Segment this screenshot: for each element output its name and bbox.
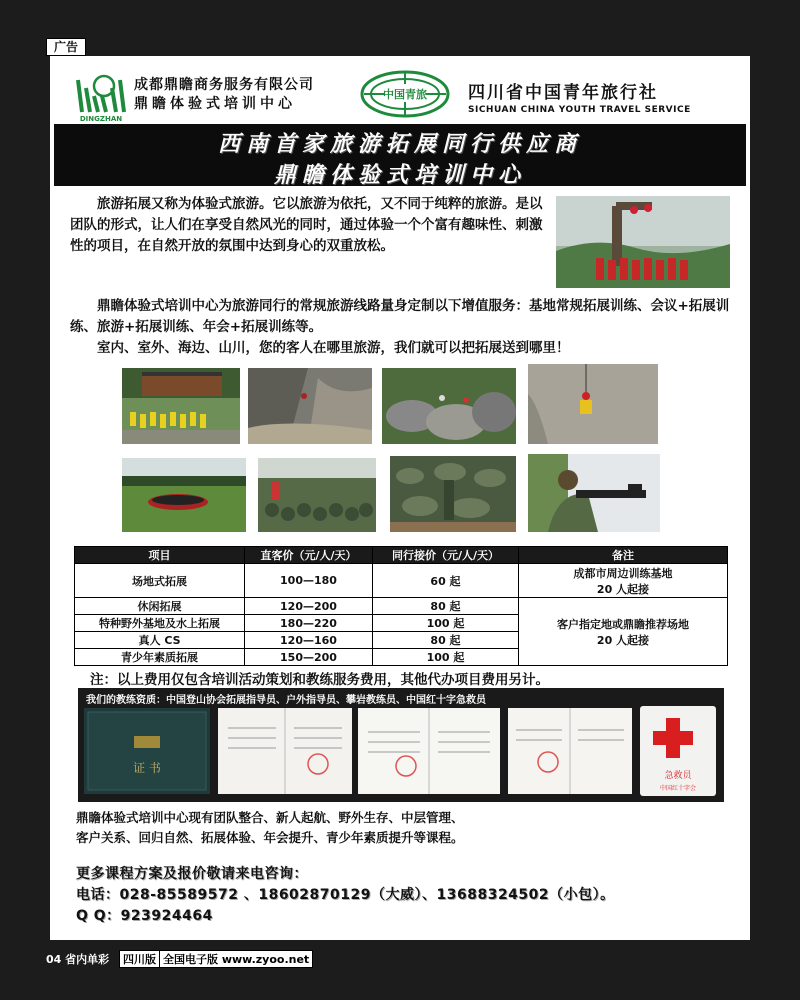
website-link[interactable]: 全国电子版 www.zyoo.net — [159, 950, 313, 968]
rock-climbing-photo — [248, 368, 372, 444]
cell-direct: 120—160 — [245, 632, 373, 649]
logo-text: DINGZHAN — [79, 115, 123, 122]
remark-2-line-2: 20 人起接 — [596, 633, 650, 647]
ad-panel — [50, 56, 750, 940]
cell-item: 场地式拓展 — [75, 564, 245, 598]
price-table — [74, 546, 728, 666]
courses-line-1: 鼎瞻体验式培训中心现有团队整合、新人起航、野外生存、中层管理、 — [76, 810, 464, 825]
intro-paragraph — [70, 194, 550, 257]
remark-1-line-1: 成都市周边训练基地 — [573, 566, 673, 580]
cell-item: 真人 CS — [75, 632, 245, 649]
table-row — [75, 598, 728, 615]
cell-item: 休闲拓展 — [75, 598, 245, 615]
coach-qualifications-title: 我们的教练资质：中国登山协会拓展指导员、户外指导员、攀岩教练员、中国红十字急救员 — [86, 695, 486, 706]
camo-crawl-photo — [390, 456, 516, 532]
cell-peer: 100 起 — [373, 615, 519, 632]
contact-block — [76, 864, 615, 927]
courses-list — [76, 808, 464, 848]
price-table-header — [75, 547, 728, 564]
climbing-tower-photo — [556, 196, 730, 288]
contact-heading: 更多课程方案及报价敬请来电咨询： — [76, 866, 308, 882]
certificate-open-1 — [218, 708, 352, 794]
certificate-open-3 — [508, 708, 632, 794]
remark-1-line-2: 20 人起接 — [596, 582, 650, 596]
certificate-book-photo — [84, 708, 210, 794]
cell-remark-1 — [519, 564, 728, 598]
services-text-1: 鼎瞻体验式培训中心为旅游同行的常规旅游线路量身定制以下增值服务：基地常规拓展训练、会议+拓展训练、旅游+拓展训练、年会+拓展训练等。 — [70, 298, 730, 335]
remark-2-line-1: 客户指定地或鼎瞻推荐场地 — [557, 617, 689, 631]
certificate-book-word: 证 书 — [133, 761, 161, 775]
group-courtyard-photo — [122, 368, 240, 444]
col-direct-price: 直客价（元/人/天） — [245, 547, 373, 564]
col-item: 项目 — [75, 547, 245, 564]
page-number: 04 省内单彩 — [46, 953, 110, 966]
header — [70, 66, 730, 126]
title-banner — [54, 124, 746, 186]
col-peer-price: 同行接价（元/人/天） — [373, 547, 519, 564]
red-cross-card-photo — [640, 706, 716, 796]
cell-direct: 100—180 — [245, 564, 373, 598]
cs-shooter-photo — [528, 454, 660, 532]
table-row — [75, 564, 728, 598]
red-cross-label: 急救员 — [664, 771, 692, 781]
company-names — [134, 76, 314, 114]
certificate-open-2 — [358, 708, 500, 794]
cell-peer: 80 起 — [373, 598, 519, 615]
cyts-logo-text: 中国青旅 — [383, 88, 427, 101]
contact-phone: 电话：028-85589572 、18602870129（大威）、13688324502（小包）。 — [76, 887, 615, 903]
banner-line-2: 鼎瞻体验式培训中心 — [273, 162, 526, 188]
services-text-2: 室内、室外、海边、山川，您的客人在哪里旅游，我们就可以把拓展送到哪里！ — [97, 340, 570, 356]
dingzhan-logo-icon — [72, 72, 130, 122]
page-footer — [46, 950, 313, 968]
cyts-name-cn: 四川省中国青年旅行社 — [468, 83, 658, 103]
cell-item: 青少年素质拓展 — [75, 649, 245, 666]
ad-tag: 广告 — [46, 38, 86, 56]
rappel-cliff-photo — [528, 364, 658, 444]
courses-line-2: 客户关系、回归自然、拓展体验、年会提升、青少年素质提升等课程。 — [76, 830, 464, 845]
cell-peer: 60 起 — [373, 564, 519, 598]
cyts-logo-icon — [360, 70, 450, 118]
col-remark: 备注 — [519, 547, 728, 564]
company-name-1: 成都鼎瞻商务服务有限公司 — [134, 77, 314, 93]
cell-item: 特种野外基地及水上拓展 — [75, 615, 245, 632]
cell-remark-2 — [519, 598, 728, 666]
intro-text: 旅游拓展又称为体验式旅游。它以旅游为依托，又不同于纯粹的旅游。是以团队的形式，让人们在享受自然风光的同时，通过体验一个个富有趣味性、刺激性的项目，在自然开放的氛围中达到身心的双重放松。 — [70, 196, 543, 254]
cell-direct: 180—220 — [245, 615, 373, 632]
cyts-name-en: SICHUAN CHINA YOUTH TRAVEL SERVICE — [468, 105, 691, 115]
price-note: 注：以上费用仅包含培训活动策划和教练服务费用，其他代办项目费用另计。 — [90, 672, 549, 688]
cyts-name — [468, 78, 691, 115]
edition-badge: 四川版 — [119, 950, 160, 968]
contact-qq: Q Q：923924464 — [76, 908, 213, 924]
cell-peer: 80 起 — [373, 632, 519, 649]
coach-qualifications — [78, 688, 724, 802]
banner-line-1: 西南首家旅游拓展同行供应商 — [217, 131, 582, 157]
boulders-photo — [382, 368, 516, 444]
cell-peer: 100 起 — [373, 649, 519, 666]
company-name-2: 鼎瞻体验式培训中心 — [134, 96, 296, 112]
cell-direct: 120—200 — [245, 598, 373, 615]
red-cross-sub: 中国红十字会 — [659, 785, 697, 792]
field-circle-photo — [122, 458, 246, 532]
camo-seated-group-photo — [258, 458, 376, 532]
cell-direct: 150—200 — [245, 649, 373, 666]
services-paragraph — [70, 296, 742, 359]
